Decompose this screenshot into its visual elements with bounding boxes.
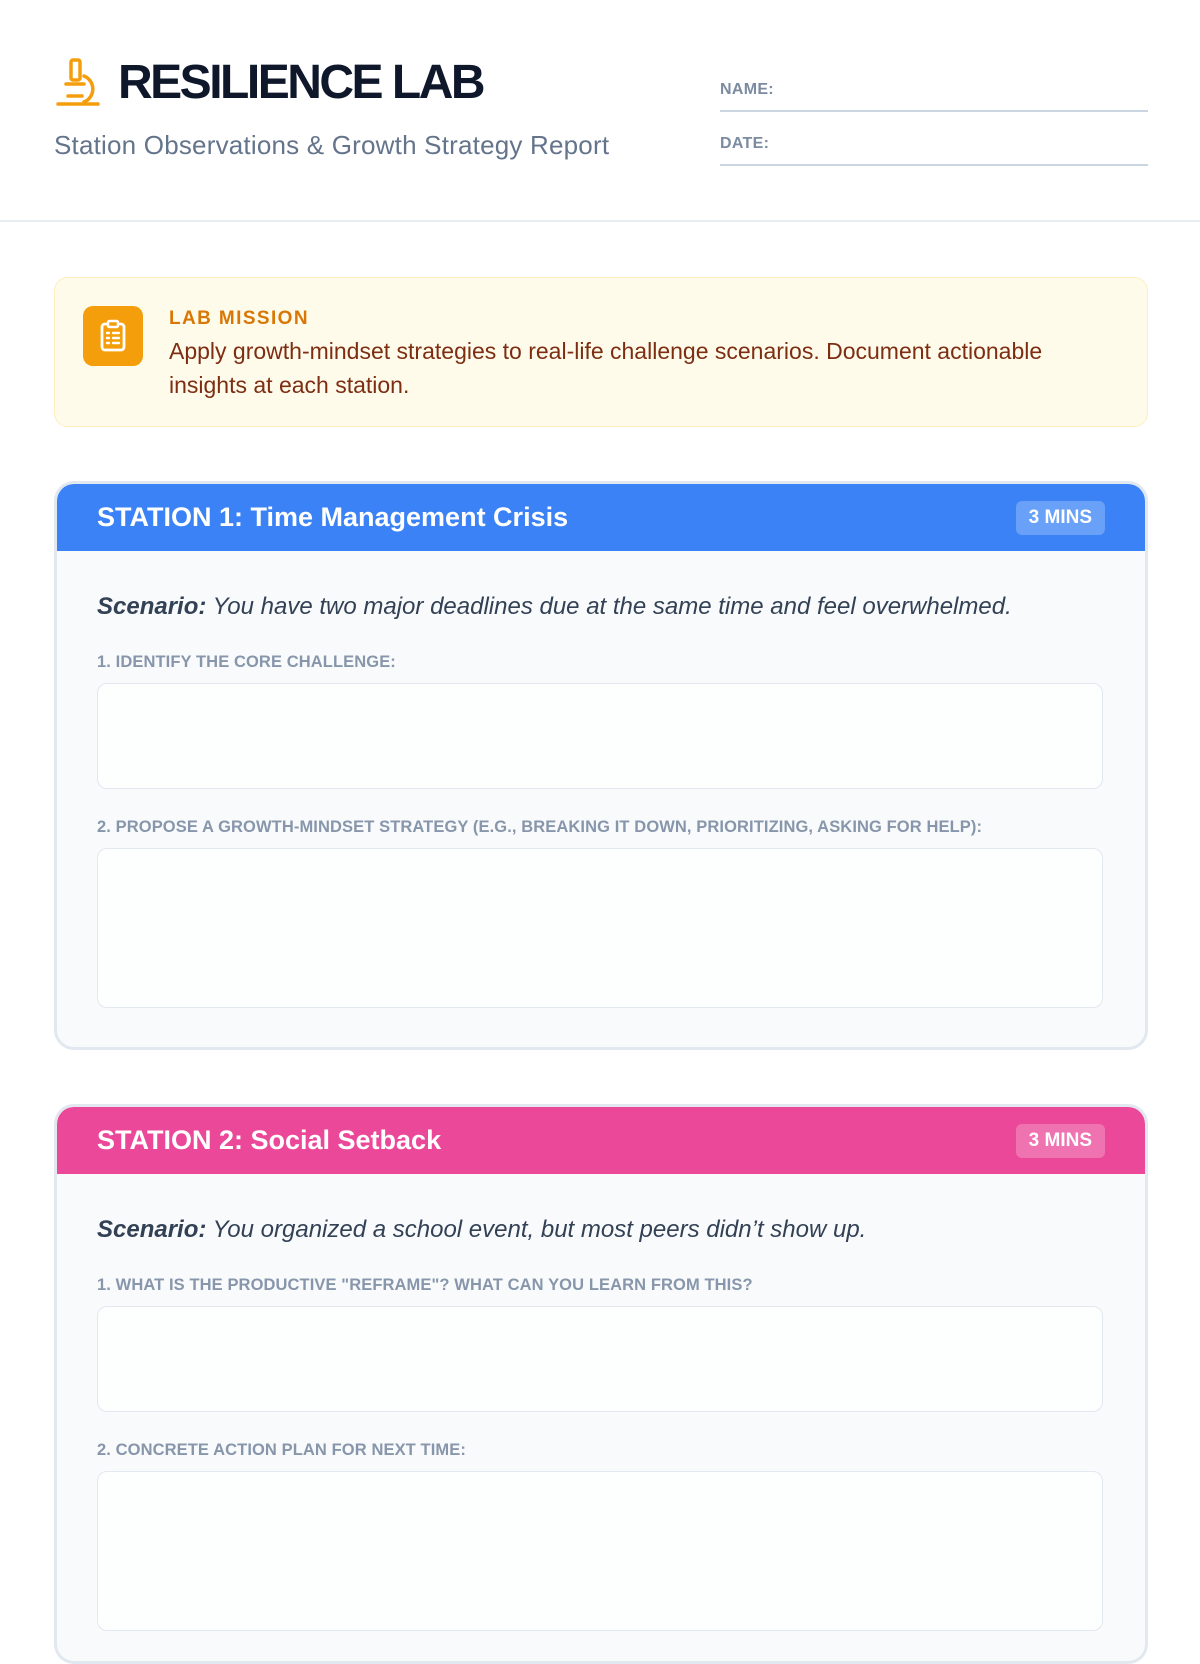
station-1-title: STATION 1: Time Management Crisis	[97, 502, 569, 532]
station-2-question-1: 1. WHAT IS THE PRODUCTIVE "REFRAME"? WHAT CAN YOU LEARN FROM THIS?	[97, 1276, 753, 1294]
date-field[interactable]	[720, 134, 1148, 166]
station-2-answer-2[interactable]	[97, 1471, 1103, 1631]
mission-label: LAB MISSION	[169, 308, 309, 329]
clipboard-icon	[83, 306, 143, 366]
brand	[54, 56, 483, 110]
page-title: RESILIENCE LAB	[118, 56, 484, 109]
station-2-question-2: 2. CONCRETE ACTION PLAN FOR NEXT TIME:	[97, 1441, 466, 1459]
lab-mission-box	[54, 277, 1148, 427]
station-2-card	[54, 1104, 1148, 1664]
station-2-header	[57, 1107, 1145, 1174]
station-1-question-2: 2. PROPOSE A GROWTH-MINDSET STRATEGY (E.G., BREAKING IT DOWN, PRIORITIZING, ASKING FOR HELP):	[97, 818, 983, 836]
station-1-answer-2[interactable]	[97, 848, 1103, 1008]
station-1-answer-1[interactable]	[97, 683, 1103, 789]
station-2-scenario	[97, 1216, 866, 1244]
scenario-label: Scenario:	[97, 593, 207, 620]
mission-text: Apply growth-mindset strategies to real-life challenge scenarios. Document actionable insights at each station.	[169, 338, 1043, 398]
name-label: NAME:	[720, 81, 774, 98]
station-2-duration-badge: 3 MINS	[1016, 1124, 1105, 1158]
page-subtitle: Station Observations & Growth Strategy Report	[54, 130, 610, 160]
page-header	[0, 0, 1200, 222]
scenario-text: You have two major deadlines due at the same time and feel overwhelmed.	[212, 593, 1012, 620]
station-2-answer-1[interactable]	[97, 1306, 1103, 1412]
station-1-card	[54, 481, 1148, 1050]
scenario-label: Scenario:	[97, 1216, 207, 1243]
name-field[interactable]	[720, 80, 1148, 112]
station-1-question-1: 1. IDENTIFY THE CORE CHALLENGE:	[97, 653, 396, 671]
station-1-scenario	[97, 593, 1012, 621]
station-1-duration-badge: 3 MINS	[1016, 501, 1105, 535]
station-2-title: STATION 2: Social Setback	[97, 1125, 442, 1155]
microscope-icon	[54, 56, 104, 110]
station-1-header	[57, 484, 1145, 551]
scenario-text: You organized a school event, but most peers didn’t show up.	[212, 1216, 867, 1243]
date-label: DATE:	[720, 135, 770, 152]
